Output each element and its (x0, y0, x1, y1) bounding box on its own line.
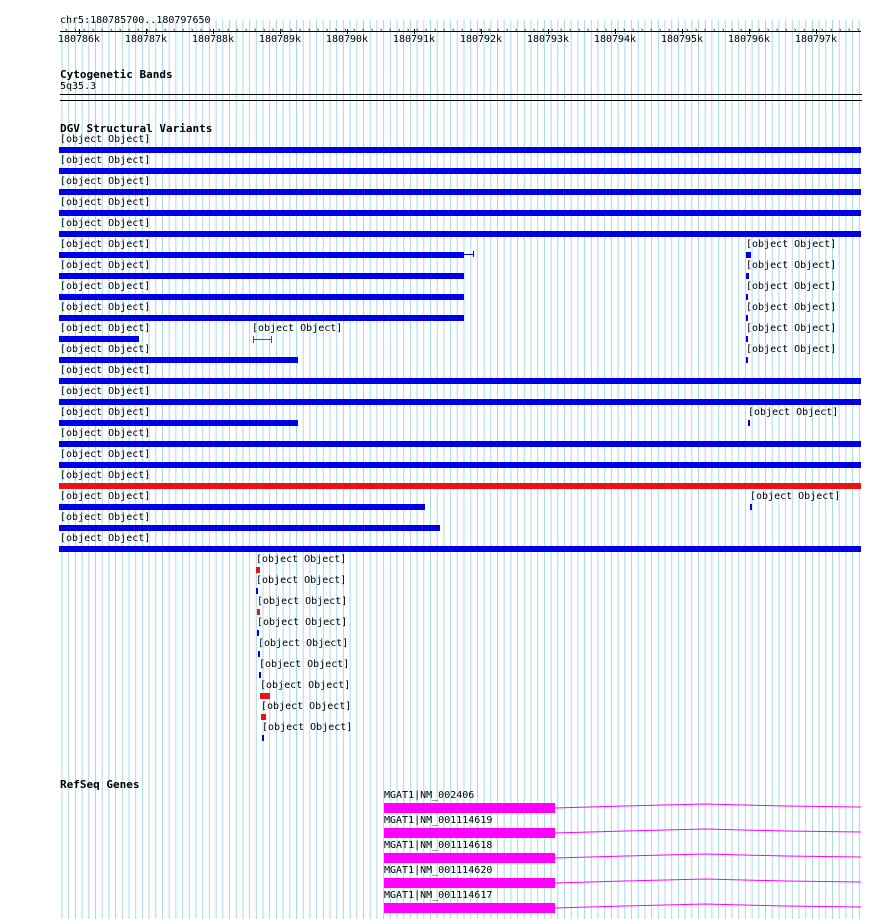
ruler-arrow-icon: › (784, 26, 789, 34)
sv-feature-bar[interactable] (59, 546, 861, 552)
sv-label[interactable]: [object Object] (60, 323, 151, 334)
sv-label[interactable]: [object Object] (60, 344, 151, 355)
sv-label[interactable]: [object Object] (60, 449, 151, 460)
sv-label[interactable]: [object Object] (252, 323, 343, 334)
sv-label[interactable]: [object Object] (60, 365, 151, 376)
sv-label[interactable]: [object Object] (257, 596, 348, 607)
ruler-arrow-icon: › (757, 26, 762, 34)
ruler-arrow-icon: › (208, 26, 213, 34)
ruler-arrow-icon: › (289, 26, 294, 34)
gene-exon[interactable] (384, 828, 555, 838)
sv-label[interactable]: [object Object] (748, 407, 839, 418)
ruler-arrow-icon: › (604, 26, 609, 34)
sv-label[interactable]: [object Object] (259, 659, 350, 670)
ruler-arrow-icon: › (253, 26, 258, 34)
sv-feature-bar[interactable] (59, 525, 440, 531)
sv-label[interactable]: [object Object] (60, 155, 151, 166)
ruler-tick-label: 180791k (392, 34, 436, 45)
ruler-arrow-icon: › (91, 26, 96, 34)
ruler-arrow-icon: › (172, 26, 177, 34)
ruler-tick-label: 180794k (593, 34, 637, 45)
ruler-arrow-icon: › (388, 26, 393, 34)
ruler-arrow-icon: › (73, 26, 78, 34)
ruler-arrow-icon: › (82, 26, 87, 34)
ruler-arrow-icon: › (136, 26, 141, 34)
ruler-arrow-icon: › (487, 26, 492, 34)
sv-extension-cap (253, 336, 254, 343)
sv-feature-bar[interactable] (750, 504, 752, 510)
ruler-arrow-icon: › (838, 26, 843, 34)
gene-exon[interactable] (384, 878, 555, 888)
ruler-arrow-icon: › (181, 26, 186, 34)
sv-feature-bar[interactable] (261, 714, 266, 720)
sv-label[interactable]: [object Object] (256, 575, 347, 586)
sv-label[interactable]: [object Object] (746, 302, 837, 313)
gene-label[interactable]: MGAT1|NM_001114620 (384, 865, 493, 876)
ruler-arrow-icon: › (568, 26, 573, 34)
cytoband-line-top (60, 94, 862, 95)
sv-label[interactable]: [object Object] (60, 428, 151, 439)
ruler-arrow-icon: › (478, 26, 483, 34)
dgv-track-title: DGV Structural Variants (60, 122, 213, 135)
ruler-arrow-icon: › (820, 26, 825, 34)
ruler-tick-label: 180793k (526, 34, 570, 45)
gene-label[interactable]: MGAT1|NM_001114618 (384, 840, 493, 851)
ruler-arrow-icon: › (496, 26, 501, 34)
ruler-arrow-icon: › (649, 26, 654, 34)
sv-feature-bar[interactable] (59, 189, 861, 195)
ruler-tick-label: 180789k (258, 34, 302, 45)
sv-feature-bar[interactable] (746, 273, 749, 279)
ruler-arrow-icon: › (298, 26, 303, 34)
sv-label[interactable]: [object Object] (746, 239, 837, 250)
gene-intron[interactable] (555, 903, 862, 913)
ruler-arrow-icon: › (361, 26, 366, 34)
sv-feature-bar[interactable] (746, 315, 748, 321)
ruler-arrow-icon: › (370, 26, 375, 34)
ruler-arrow-icon: › (316, 26, 321, 34)
gene-intron-line (555, 854, 861, 858)
sv-feature-bar[interactable] (59, 420, 298, 426)
ruler-arrow-icon: › (334, 26, 339, 34)
ruler-tick-label: 180790k (325, 34, 369, 45)
ruler-tick-label: 180792k (459, 34, 503, 45)
ruler-arrow-icon: › (658, 26, 663, 34)
ruler-arrow-icon: › (622, 26, 627, 34)
ruler-arrow-icon: › (343, 26, 348, 34)
gene-label[interactable]: MGAT1|NM_002406 (384, 790, 475, 801)
sv-feature-bar[interactable] (258, 651, 260, 657)
ruler-arrow-icon: › (262, 26, 267, 34)
gene-intron[interactable] (555, 828, 862, 838)
sv-label[interactable]: [object Object] (258, 638, 349, 649)
ruler-tick-label: 180786k (57, 34, 101, 45)
sv-label[interactable]: [object Object] (60, 218, 151, 229)
ruler-arrow-icon: › (325, 26, 330, 34)
ruler-arrow-icon: › (748, 26, 753, 34)
gene-intron-line (555, 804, 861, 808)
sv-label[interactable]: [object Object] (60, 407, 151, 418)
ruler-arrow-icon: › (613, 26, 618, 34)
ruler-arrow-icon: › (730, 26, 735, 34)
sv-feature-bar[interactable] (748, 420, 750, 426)
sv-label[interactable]: [object Object] (257, 617, 348, 628)
ruler-arrow-icon: › (541, 26, 546, 34)
ruler-tick-label: 180788k (191, 34, 235, 45)
sv-label[interactable]: [object Object] (260, 680, 351, 691)
gene-exon[interactable] (384, 803, 555, 813)
sv-feature-bar[interactable] (262, 735, 264, 741)
sv-feature-bar[interactable] (59, 378, 861, 384)
ruler-tick-label: 180795k (660, 34, 704, 45)
sv-feature-bar[interactable] (256, 567, 260, 573)
ruler-arrow-icon: › (640, 26, 645, 34)
ruler-arrow-icon: › (712, 26, 717, 34)
ruler-arrow-icon: › (109, 26, 114, 34)
ruler-arrow-icon: › (532, 26, 537, 34)
ruler-arrow-icon: › (631, 26, 636, 34)
gene-exon[interactable] (384, 903, 555, 913)
ruler-arrow-icon: › (64, 26, 69, 34)
gene-intron-line (555, 829, 861, 833)
sv-feature-bar[interactable] (59, 336, 139, 342)
sv-feature-bar[interactable] (59, 504, 425, 510)
sv-label[interactable]: [object Object] (262, 722, 353, 733)
ruler-arrow-icon: › (397, 26, 402, 34)
ruler-arrow-icon: › (595, 26, 600, 34)
ruler-arrow-icon: › (811, 26, 816, 34)
ruler-tick-label: 180796k (727, 34, 771, 45)
ruler-arrow-icon: › (280, 26, 285, 34)
chromosome-location: chr5:180785700..180797650 (60, 15, 211, 26)
ruler-arrow-icon: › (514, 26, 519, 34)
sv-label[interactable]: [object Object] (60, 239, 151, 250)
ruler-arrow-icon: › (307, 26, 312, 34)
sv-label[interactable]: [object Object] (60, 302, 151, 313)
refseq-track-title: RefSeq Genes (60, 778, 140, 791)
ruler-arrow-icon: › (667, 26, 672, 34)
cytoband-label: 5q35.3 (60, 81, 97, 92)
ruler-arrow-icon: › (100, 26, 105, 34)
sv-label[interactable]: [object Object] (746, 260, 837, 271)
sv-feature-bar[interactable] (59, 315, 464, 321)
ruler-arrow-icon: › (523, 26, 528, 34)
ruler-arrow-icon: › (847, 26, 852, 34)
ruler-arrow-icon: › (352, 26, 357, 34)
cytoband-title: Cytogenetic Bands (60, 68, 173, 81)
gene-label[interactable]: MGAT1|NM_001114619 (384, 815, 493, 826)
sv-label[interactable]: [object Object] (60, 281, 151, 292)
sv-feature-bar[interactable] (746, 252, 751, 258)
sv-feature-bar[interactable] (260, 693, 270, 699)
sv-feature-bar[interactable] (59, 462, 861, 468)
ruler-arrow-icon: › (244, 26, 249, 34)
ruler-arrow-icon: › (739, 26, 744, 34)
sv-feature-bar[interactable] (253, 339, 272, 340)
sv-label[interactable]: [object Object] (750, 491, 841, 502)
ruler-arrow-icon: › (199, 26, 204, 34)
gene-intron[interactable] (555, 853, 862, 863)
gene-intron[interactable] (555, 803, 862, 813)
ruler-arrow-icon: › (379, 26, 384, 34)
ruler-arrow-icon: › (271, 26, 276, 34)
sv-feature-bar[interactable] (59, 273, 464, 279)
sv-feature-bar[interactable] (59, 294, 464, 300)
sv-feature-bar[interactable] (746, 336, 748, 342)
gene-intron[interactable] (555, 878, 862, 888)
ruler-arrow-icon: › (676, 26, 681, 34)
ruler-arrow-icon: › (127, 26, 132, 34)
sv-label[interactable]: [object Object] (60, 491, 151, 502)
ruler-arrow-icon: › (451, 26, 456, 34)
gene-intron-line (555, 879, 861, 883)
sv-feature-bar[interactable] (59, 483, 861, 489)
ruler-arrow-icon: › (460, 26, 465, 34)
sv-feature-bar[interactable] (59, 168, 861, 174)
ruler-arrow-icon: › (829, 26, 834, 34)
ruler-arrow-icon: › (424, 26, 429, 34)
ruler-arrow-icon: › (775, 26, 780, 34)
sv-feature-bar[interactable] (746, 357, 748, 363)
ruler-arrow-icon: › (694, 26, 699, 34)
sv-feature-bar[interactable] (59, 441, 861, 447)
ruler-arrow-icon: › (577, 26, 582, 34)
ruler-arrow-icon: › (505, 26, 510, 34)
sv-label[interactable]: [object Object] (60, 533, 151, 544)
ruler-arrow-icon: › (721, 26, 726, 34)
gene-label[interactable]: MGAT1|NM_001114617 (384, 890, 493, 901)
sv-feature-bar[interactable] (59, 252, 464, 258)
ruler-arrow-icon: › (442, 26, 447, 34)
ruler-tick-label: 180787k (124, 34, 168, 45)
ruler-arrow-icon: › (793, 26, 798, 34)
sv-extension-cap (271, 336, 272, 343)
ruler-arrow-icon: › (766, 26, 771, 34)
sv-label[interactable]: [object Object] (746, 344, 837, 355)
ruler-arrow-icon: › (145, 26, 150, 34)
gene-exon[interactable] (384, 853, 555, 863)
sv-label[interactable]: [object Object] (256, 554, 347, 565)
ruler-arrow-icon: › (703, 26, 708, 34)
ruler-arrow-icon: › (586, 26, 591, 34)
sv-feature-bar[interactable] (59, 399, 861, 405)
sv-feature-bar[interactable] (256, 588, 258, 594)
ruler-arrow-icon: › (235, 26, 240, 34)
ruler-arrow-icon: › (433, 26, 438, 34)
sv-extension-cap (473, 251, 474, 257)
sv-label[interactable]: [object Object] (60, 134, 151, 145)
ruler-arrow-icon: › (559, 26, 564, 34)
sv-label[interactable]: [object Object] (60, 470, 151, 481)
sv-label[interactable]: [object Object] (60, 197, 151, 208)
sv-label[interactable]: [object Object] (60, 386, 151, 397)
sv-label[interactable]: [object Object] (60, 512, 151, 523)
sv-label[interactable]: [object Object] (746, 323, 837, 334)
ruler-arrow-icon: › (226, 26, 231, 34)
cytoband-line-bottom (60, 100, 862, 101)
ruler-arrow-icon: › (118, 26, 123, 34)
sv-feature-bar[interactable] (59, 357, 298, 363)
ruler-arrow-icon: › (469, 26, 474, 34)
sv-feature-bar[interactable] (59, 147, 861, 153)
ruler-arrow-icon: › (217, 26, 222, 34)
sv-feature-bar[interactable] (257, 609, 260, 615)
ruler-arrow-icon: › (154, 26, 159, 34)
sv-label[interactable]: [object Object] (746, 281, 837, 292)
ruler-arrow-icon: › (685, 26, 690, 34)
ruler-arrow-icon: › (550, 26, 555, 34)
sv-label[interactable]: [object Object] (60, 176, 151, 187)
ruler-arrow-icon: › (802, 26, 807, 34)
ruler-arrow-icon: › (415, 26, 420, 34)
sv-feature-bar[interactable] (257, 630, 259, 636)
gene-intron-line (555, 904, 861, 908)
sv-feature-bar[interactable] (259, 672, 261, 678)
sv-feature-bar[interactable] (746, 294, 748, 300)
ruler-arrow-icon: › (406, 26, 411, 34)
ruler-arrow-icon: › (190, 26, 195, 34)
sv-label[interactable]: [object Object] (261, 701, 352, 712)
sv-feature-bar[interactable] (59, 231, 861, 237)
ruler-tick-label: 180797k (794, 34, 838, 45)
ruler-arrow-icon: › (856, 26, 861, 34)
sv-feature-bar[interactable] (59, 210, 861, 216)
ruler-arrow-icon: › (163, 26, 168, 34)
sv-label[interactable]: [object Object] (60, 260, 151, 271)
